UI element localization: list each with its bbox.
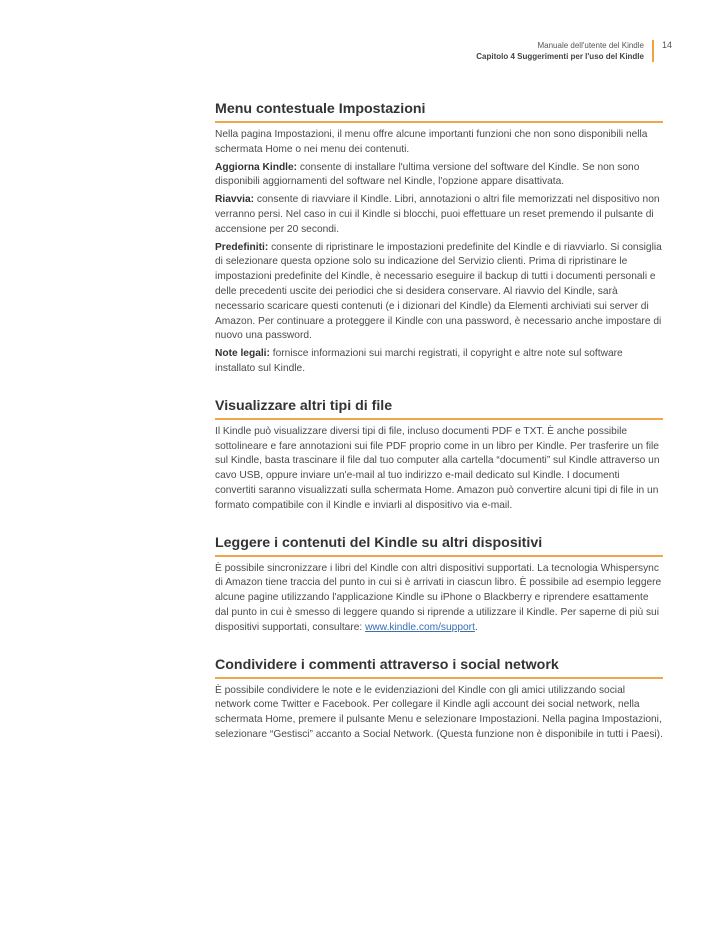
section-body: [215, 684, 663, 743]
section-paragraph: È possibile condividere le note e le evidenziazioni del Kindle con gli amici utilizzando social network come Twitter e Facebook. Per collegare il Kindle agli account dei social network, nella schermata Home, premere il pulsante Menu e selezionare Impostazioni. Nella pagina Impostazioni, selezionare “Gestisci” accanto a Social Network. (Questa funzione non è disponibile in tutti i Paesi).: [215, 684, 663, 740]
item-text: fornisce informazioni sui marchi registrati, il copyright e altre note sul software installato sul Kindle.: [215, 348, 623, 374]
manual-title: Manuale dell'utente del Kindle: [537, 41, 644, 50]
section-social-networks: [215, 656, 663, 743]
kindle-support-link[interactable]: www.kindle.com/support: [365, 621, 475, 633]
section-title: Condividere i commenti attraverso i social network: [215, 656, 663, 679]
settings-item-defaults: [215, 241, 663, 345]
page-content: [215, 100, 663, 763]
item-term: Note legali:: [215, 348, 270, 360]
section-body: [215, 562, 663, 636]
section-title: Leggere i contenuti del Kindle su altri dispositivi: [215, 534, 663, 557]
paragraph-text: È possibile sincronizzare i libri del Kindle con altri dispositivi supportati. La tecnologia Whispersync di Amazon tiene traccia del punto in cui si è arrivati in ciascun libro. È possibile ad esempio leggere alcune pagine utilizzando l'applicazione Kindle su iPhone o Blackberry e riprendere esattamente dal punto in cui è smesso di leggere quando si riprende a utilizzare il Kindle. Per saperne di più sui dispositivi supportati, consultare:: [215, 562, 662, 633]
header-text: [476, 40, 652, 62]
section-body: [215, 425, 663, 514]
item-term: Predefiniti:: [215, 241, 269, 253]
section-paragraph: [215, 562, 663, 636]
settings-item-restart: [215, 193, 663, 237]
section-other-file-types: [215, 397, 663, 514]
chapter-title: Capitolo 4 Suggerimenti per l'uso del Kindle: [476, 52, 644, 61]
item-term: Riavvia:: [215, 194, 255, 206]
settings-item-legal: [215, 347, 663, 377]
settings-item-update: [215, 161, 663, 191]
item-text: consente di riavviare il Kindle. Libri, annotazioni o altri file memorizzati nel dispositivo non verranno persi. Nel caso in cui il Kindle si blocchi, puoi effettuare un reset premendo il pulsante di accensione per 20 secondi.: [215, 194, 660, 235]
section-title: Menu contestuale Impostazioni: [215, 100, 663, 123]
section-other-devices: [215, 534, 663, 636]
item-text: consente di installare l'ultima versione del software del Kindle. Se non sono disponibili aggiornamenti del software nel Kindle, l'opzione appare disattivata.: [215, 161, 640, 188]
section-paragraph: Il Kindle può visualizzare diversi tipi di file, incluso documenti PDF e TXT. È anche possibile sottolineare e fare annotazioni sui file PDF proprio come in un libro per Kindle. Per trasferire un file sul Kindle, basta trascinare il file dal tuo computer alla cartella “documenti” sul Kindle attraverso un cavo USB, oppure inviare un'e-mail al tuo indirizzo e-mail dedicato sul Kindle. I documenti convertiti saranno visualizzati sulla schermata Home. Amazon può convertire alcuni tipi di file in un formato compatibile con il Kindle e inviarli al dispositivo via e-mail.: [215, 425, 660, 511]
section-settings-menu: [215, 100, 663, 377]
paragraph-end: .: [474, 621, 478, 633]
section-title: Visualizzare altri tipi di file: [215, 397, 663, 420]
section-intro: Nella pagina Impostazioni, il menu offre alcune importanti funzioni che non sono disponibili nella schermata Home o nei menu dei contenuti.: [215, 129, 648, 155]
item-text: consente di ripristinare le impostazioni predefinite del Kindle e di riavviarlo. Si consiglia di selezionare questa opzione solo su indicazione del Servizio clienti. Prima di ripristinare le impostazioni predefinite del Kindle, è necessario eseguire il backup di tutti i documenti personali e delle precedenti uscite dei periodici che si desidera conservare. Al riavvio del Kindle, sarà necessario scaricare questi contenuti (e i dizionari del Kindle) da Elementi archiviati sui server di Amazon. Per continuare a proteggere il Kindle con una password, è necessario anche impostare di nuovo una password.: [215, 241, 662, 342]
page-header: [476, 40, 672, 62]
section-body: [215, 128, 663, 377]
page-number: 14: [661, 40, 672, 50]
item-term: Aggiorna Kindle:: [215, 161, 298, 173]
